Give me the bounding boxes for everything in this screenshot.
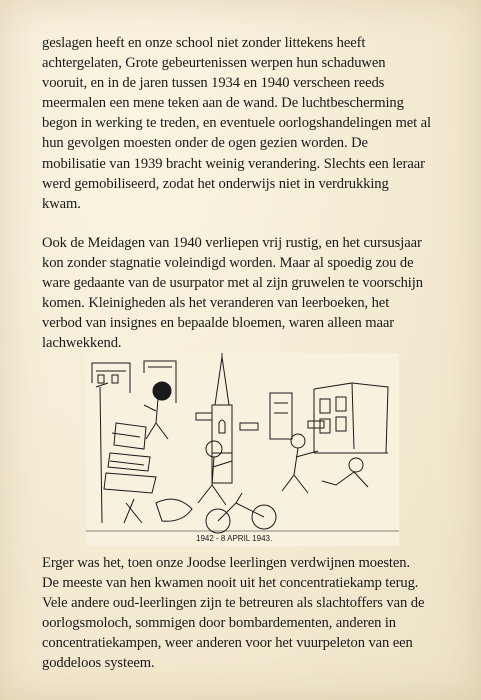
text-line: ware gedaante van de usurpator met al zijn gruwelen te voorschijn bbox=[42, 275, 423, 292]
paragraph-2 bbox=[42, 233, 467, 354]
text-line: komen. Kleinigheden als het veranderen van leerboeken, het bbox=[42, 295, 390, 312]
paragraph-1 bbox=[42, 33, 467, 214]
text-line: begon in werking te treden, en eventuele oorlogshandelingen met al bbox=[42, 115, 431, 132]
text-line: kon zonder stagnatie voleindigd worden. Maar al spoedig zou de bbox=[42, 255, 414, 272]
text-line: concentratiekampen, weer anderen voor het vuurpeleton van een bbox=[42, 635, 413, 652]
right-building-drawing bbox=[270, 383, 388, 453]
text-line: Vele andere oud-leerlingen zijn te betreuren als slachtoffers van de bbox=[42, 595, 425, 612]
text-line: Erger was het, toen onze Joodse leerlingen verdwijnen moesten. bbox=[42, 555, 410, 571]
text-line: De meeste van hen kwamen nooit uit het concentratiekamp terug. bbox=[42, 575, 419, 592]
paragraph-3 bbox=[42, 553, 467, 674]
text-line: achtergelaten, Grote gebeurtenissen werpen hun schaduwen bbox=[42, 55, 386, 72]
text-line: verbod van insignes en bepaalde bloemen, waren alleen maar bbox=[42, 315, 395, 332]
text-line: werd gemobiliseerd, zodat het onderwijs niet in verdrukking bbox=[42, 175, 389, 192]
illustration-caption: 1942 - 8 APRIL 1943. bbox=[196, 534, 273, 543]
text-line: goddeloos systeem. bbox=[42, 655, 155, 672]
text-line: hun gevolgen moesten onder de ogen gezien worden. De bbox=[42, 135, 368, 152]
text-line: mobilisatie van 1939 bracht weinig verandering. Slechts een leraar bbox=[42, 155, 425, 172]
cartoon-figures-drawing bbox=[86, 382, 399, 533]
text-line: lachwekkend. bbox=[42, 335, 122, 352]
text-line: geslagen heeft en onze school niet zonder littekens heeft bbox=[42, 35, 366, 51]
cartoon-illustration bbox=[86, 353, 399, 546]
church-tower-drawing bbox=[212, 353, 232, 483]
text-line: meermalen een mene teken aan de wand. De luchtbescherming bbox=[42, 95, 404, 112]
text-line: Ook de Meidagen van 1940 verliepen vrij rustig, en het cursusjaar bbox=[42, 235, 422, 251]
text-line: oorlogsmoloch, sommigen door bombardementen, anderen in bbox=[42, 615, 396, 632]
text-line: kwam. bbox=[42, 195, 81, 212]
text-line: vooruit, en in de jaren tussen 1934 en 1940 verscheen reeds bbox=[42, 75, 385, 92]
